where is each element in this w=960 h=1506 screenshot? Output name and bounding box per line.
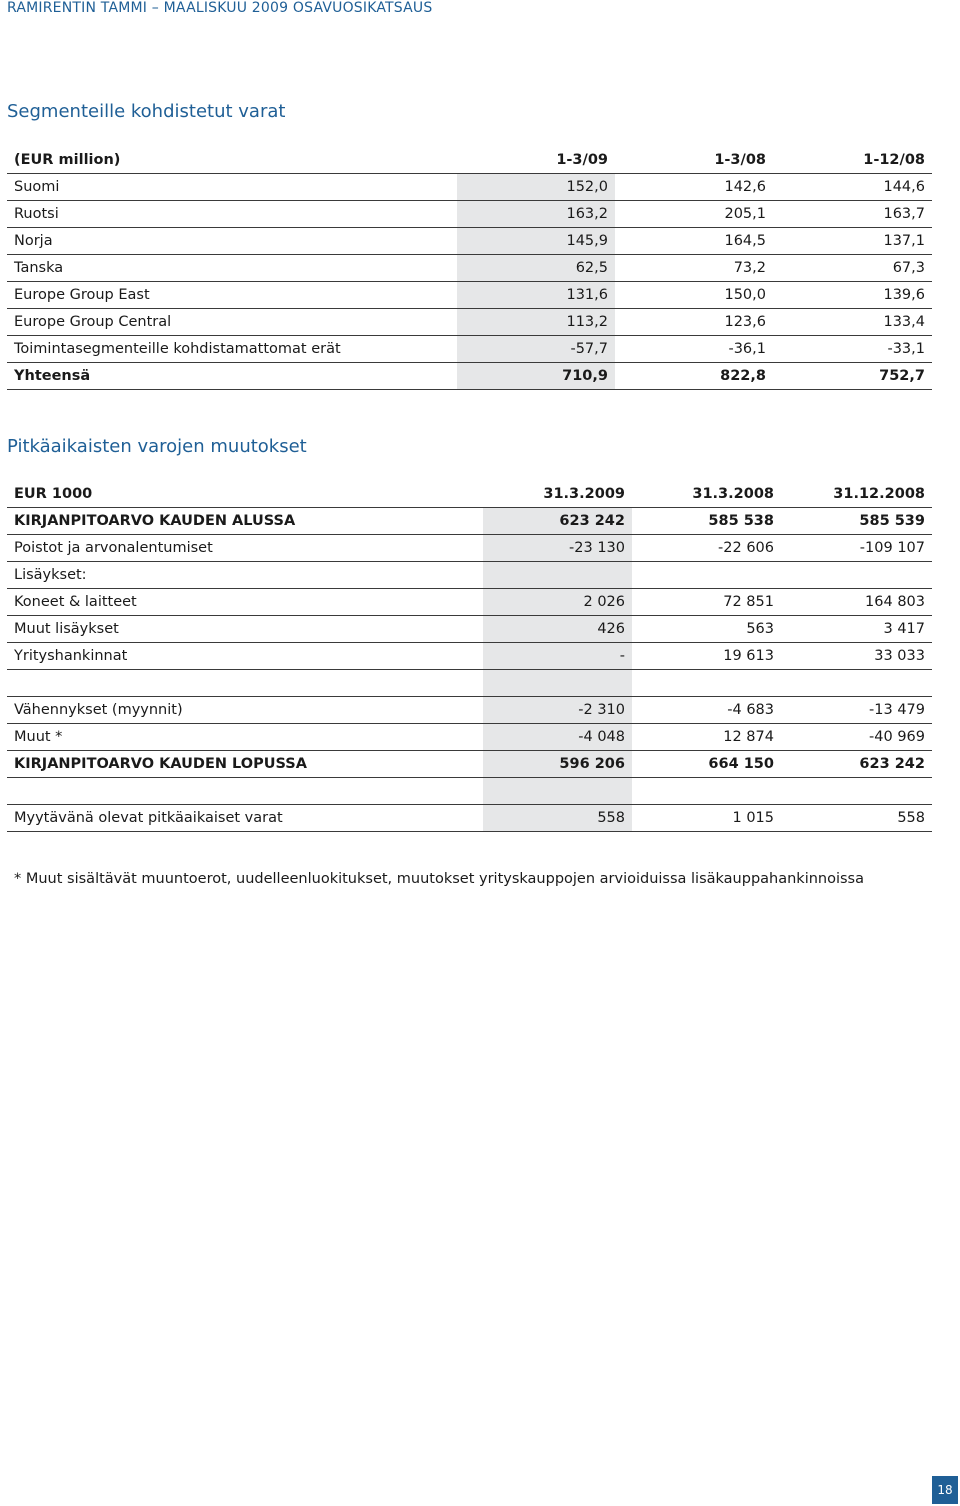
- row-value: -: [483, 643, 632, 670]
- column-header-unit: EUR 1000: [7, 481, 483, 508]
- row-label: KIRJANPITOARVO KAUDEN LOPUSSA: [7, 751, 483, 778]
- row-value: 623 242: [781, 751, 932, 778]
- row-value: -109 107: [781, 535, 932, 562]
- row-label: Koneet & laitteet: [7, 589, 483, 616]
- row-value: 145,9: [457, 228, 615, 255]
- row-label: Muut lisäykset: [7, 616, 483, 643]
- section-title-assets: Segmenteille kohdistetut varat: [7, 101, 286, 122]
- row-value: [781, 778, 932, 805]
- row-value: 67,3: [773, 255, 932, 282]
- row-value: 33 033: [781, 643, 932, 670]
- row-value: 558: [483, 805, 632, 832]
- table-row: [7, 724, 932, 751]
- table-row: [7, 616, 932, 643]
- table-row: [7, 174, 932, 201]
- row-value: 752,7: [773, 363, 932, 390]
- row-value: 585 538: [632, 508, 781, 535]
- row-label: KIRJANPITOARVO KAUDEN ALUSSA: [7, 508, 483, 535]
- row-value: 664 150: [632, 751, 781, 778]
- row-label: Yhteensä: [7, 363, 457, 390]
- table-row: [7, 562, 932, 589]
- table-row: [7, 336, 932, 363]
- row-value: [483, 670, 632, 697]
- row-value: 1 015: [632, 805, 781, 832]
- row-label: Europe Group East: [7, 282, 457, 309]
- row-value: 558: [781, 805, 932, 832]
- table-header-row: [7, 147, 932, 174]
- section-title-changes: Pitkäaikaisten varojen muutokset: [7, 436, 307, 457]
- row-value: 137,1: [773, 228, 932, 255]
- row-value: 152,0: [457, 174, 615, 201]
- row-value: 164,5: [615, 228, 773, 255]
- footnote: * Muut sisältävät muuntoerot, uudelleenluokitukset, muutokset yrityskauppojen arvioiduissa lisäkauppahankinnoissa: [14, 871, 864, 887]
- column-header-period: 31.3.2009: [483, 481, 632, 508]
- row-value: -23 130: [483, 535, 632, 562]
- row-label: Yrityshankinnat: [7, 643, 483, 670]
- row-value: 19 613: [632, 643, 781, 670]
- row-value: 596 206: [483, 751, 632, 778]
- table-row: [7, 228, 932, 255]
- row-value: [781, 562, 932, 589]
- row-value: [483, 562, 632, 589]
- row-value: 12 874: [632, 724, 781, 751]
- row-value: -40 969: [781, 724, 932, 751]
- row-value: 133,4: [773, 309, 932, 336]
- row-label: Poistot ja arvonalentumiset: [7, 535, 483, 562]
- row-value: 139,6: [773, 282, 932, 309]
- page-number: 18: [932, 1476, 958, 1504]
- table-row: [7, 697, 932, 724]
- row-label: Norja: [7, 228, 457, 255]
- row-value: 426: [483, 616, 632, 643]
- row-value: 163,2: [457, 201, 615, 228]
- column-header-period: 1-12/08: [773, 147, 932, 174]
- row-value: -13 479: [781, 697, 932, 724]
- row-value: [781, 670, 932, 697]
- row-value: [632, 670, 781, 697]
- column-header-period: 31.3.2008: [632, 481, 781, 508]
- row-value: -36,1: [615, 336, 773, 363]
- column-header-period: 31.12.2008: [781, 481, 932, 508]
- row-value: 623 242: [483, 508, 632, 535]
- table-header-row: [7, 481, 932, 508]
- row-label: Suomi: [7, 174, 457, 201]
- row-value: 131,6: [457, 282, 615, 309]
- row-value: [632, 562, 781, 589]
- row-value: [483, 778, 632, 805]
- row-value: 710,9: [457, 363, 615, 390]
- row-value: 563: [632, 616, 781, 643]
- table-row: [7, 805, 932, 832]
- row-value: 585 539: [781, 508, 932, 535]
- row-label: Myytävänä olevat pitkäaikaiset varat: [7, 805, 483, 832]
- row-label: Toimintasegmenteille kohdistamattomat erät: [7, 336, 457, 363]
- column-header-period: 1-3/08: [615, 147, 773, 174]
- row-value: 3 417: [781, 616, 932, 643]
- row-label: Vähennykset (myynnit): [7, 697, 483, 724]
- row-label: [7, 778, 483, 805]
- segment-assets-table: [7, 147, 932, 390]
- column-header-period: 1-3/09: [457, 147, 615, 174]
- row-value: -57,7: [457, 336, 615, 363]
- document-header: RAMIRENTIN TAMMI – MAALISKUU 2009 OSAVUOSIKATSAUS: [7, 0, 433, 16]
- noncurrent-assets-table: [7, 481, 932, 832]
- row-value: 2 026: [483, 589, 632, 616]
- table-row: [7, 508, 932, 535]
- row-value: 142,6: [615, 174, 773, 201]
- row-value: -33,1: [773, 336, 932, 363]
- row-value: -4 683: [632, 697, 781, 724]
- table-row: [7, 670, 932, 697]
- row-label: Lisäykset:: [7, 562, 483, 589]
- row-label: Europe Group Central: [7, 309, 457, 336]
- row-label: [7, 670, 483, 697]
- row-value: 113,2: [457, 309, 615, 336]
- column-header-unit: (EUR million): [7, 147, 457, 174]
- row-label: Ruotsi: [7, 201, 457, 228]
- table-row: [7, 535, 932, 562]
- row-value: 163,7: [773, 201, 932, 228]
- row-value: 123,6: [615, 309, 773, 336]
- table-row: [7, 778, 932, 805]
- table-row: [7, 282, 932, 309]
- row-value: 150,0: [615, 282, 773, 309]
- table-row: [7, 201, 932, 228]
- table-row: [7, 255, 932, 282]
- row-value: -4 048: [483, 724, 632, 751]
- table-row: [7, 309, 932, 336]
- row-value: -2 310: [483, 697, 632, 724]
- row-value: 822,8: [615, 363, 773, 390]
- row-value: [632, 778, 781, 805]
- total-row: [7, 363, 932, 390]
- row-value: 73,2: [615, 255, 773, 282]
- table-row: [7, 751, 932, 778]
- row-value: 62,5: [457, 255, 615, 282]
- row-value: -22 606: [632, 535, 781, 562]
- row-value: 164 803: [781, 589, 932, 616]
- table-row: [7, 643, 932, 670]
- row-label: Muut *: [7, 724, 483, 751]
- row-value: 144,6: [773, 174, 932, 201]
- row-value: 72 851: [632, 589, 781, 616]
- row-label: Tanska: [7, 255, 457, 282]
- row-value: 205,1: [615, 201, 773, 228]
- table-row: [7, 589, 932, 616]
